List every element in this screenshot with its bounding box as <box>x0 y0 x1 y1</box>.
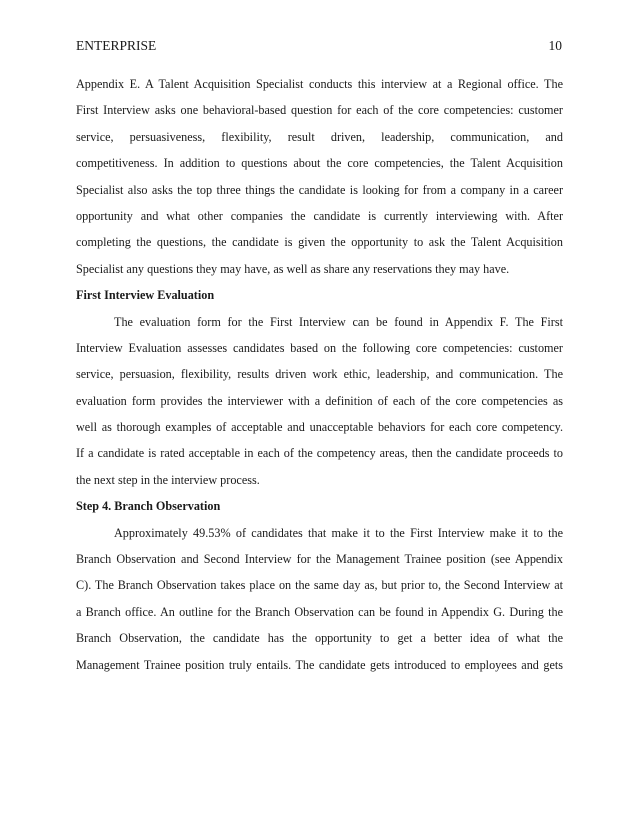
text-line: First Interview asks one behavioral-based question for each of the core competencies: customer <box>76 103 563 118</box>
section-heading-first-interview-evaluation: First Interview Evaluation <box>76 288 215 303</box>
text-line: Specialist also asks the top three things the candidate is looking for from a company in a career <box>76 182 563 197</box>
text-line: The evaluation form for the First Interview can be found in Appendix F. The First <box>114 314 563 329</box>
text-line: opportunity and what other companies the candidate is currently interviewing with. After <box>76 208 563 223</box>
text-line: completing the questions, the candidate is given the opportunity to ask the Talent Acquisition <box>76 235 563 250</box>
text-line: service, persuasiveness, flexibility, result driven, leadership, communication, and <box>76 129 563 144</box>
text-line: well as thorough examples of acceptable and unacceptable behaviors for each core competency. <box>76 420 563 435</box>
text-line: service, persuasion, flexibility, results driven work ethic, leadership, and communication. The <box>76 367 563 382</box>
text-line: If a candidate is rated acceptable in each of the competency areas, then the candidate proceeds to <box>76 446 563 461</box>
text-line: Branch Observation and Second Interview for the Management Trainee position (see Appendix <box>76 552 563 567</box>
paragraph-branch-observation <box>76 520 563 678</box>
text-line: competitiveness. In addition to questions about the core competencies, the Talent Acquisition <box>76 156 563 171</box>
text-line: Management Trainee position truly entails. The candidate gets introduced to employees and gets <box>76 657 563 672</box>
document-body <box>76 71 563 678</box>
text-line: C). The Branch Observation takes place on the same day as, but prior to, the Second Interview at <box>76 578 563 593</box>
text-line: Appendix E. A Talent Acquisition Specialist conducts this interview at a Regional office. The <box>76 77 563 91</box>
text-line: evaluation form provides the interviewer with a definition of each of the core competencies as <box>76 393 563 408</box>
page-number: 10 <box>548 38 562 53</box>
text-line: Approximately 49.53% of candidates that make it to the First Interview make it to the <box>114 525 563 540</box>
page-header <box>76 38 562 54</box>
paragraph-talent-acquisition <box>76 71 563 282</box>
text-line: a Branch office. An outline for the Branch Observation can be found in Appendix G. During the <box>76 604 563 619</box>
paragraph-evaluation-form <box>76 309 563 494</box>
text-line: the next step in the interview process. <box>76 472 260 487</box>
text-line: Interview Evaluation assesses candidates based on the following core competencies: customer <box>76 340 563 355</box>
text-line: Specialist any questions they may have, as well as share any reservations they may have. <box>76 261 510 276</box>
running-head: ENTERPRISE <box>76 38 157 53</box>
text-line: Branch Observation, the candidate has the opportunity to get a better idea of what the <box>76 631 563 646</box>
section-heading-branch-observation: Step 4. Branch Observation <box>76 499 221 514</box>
